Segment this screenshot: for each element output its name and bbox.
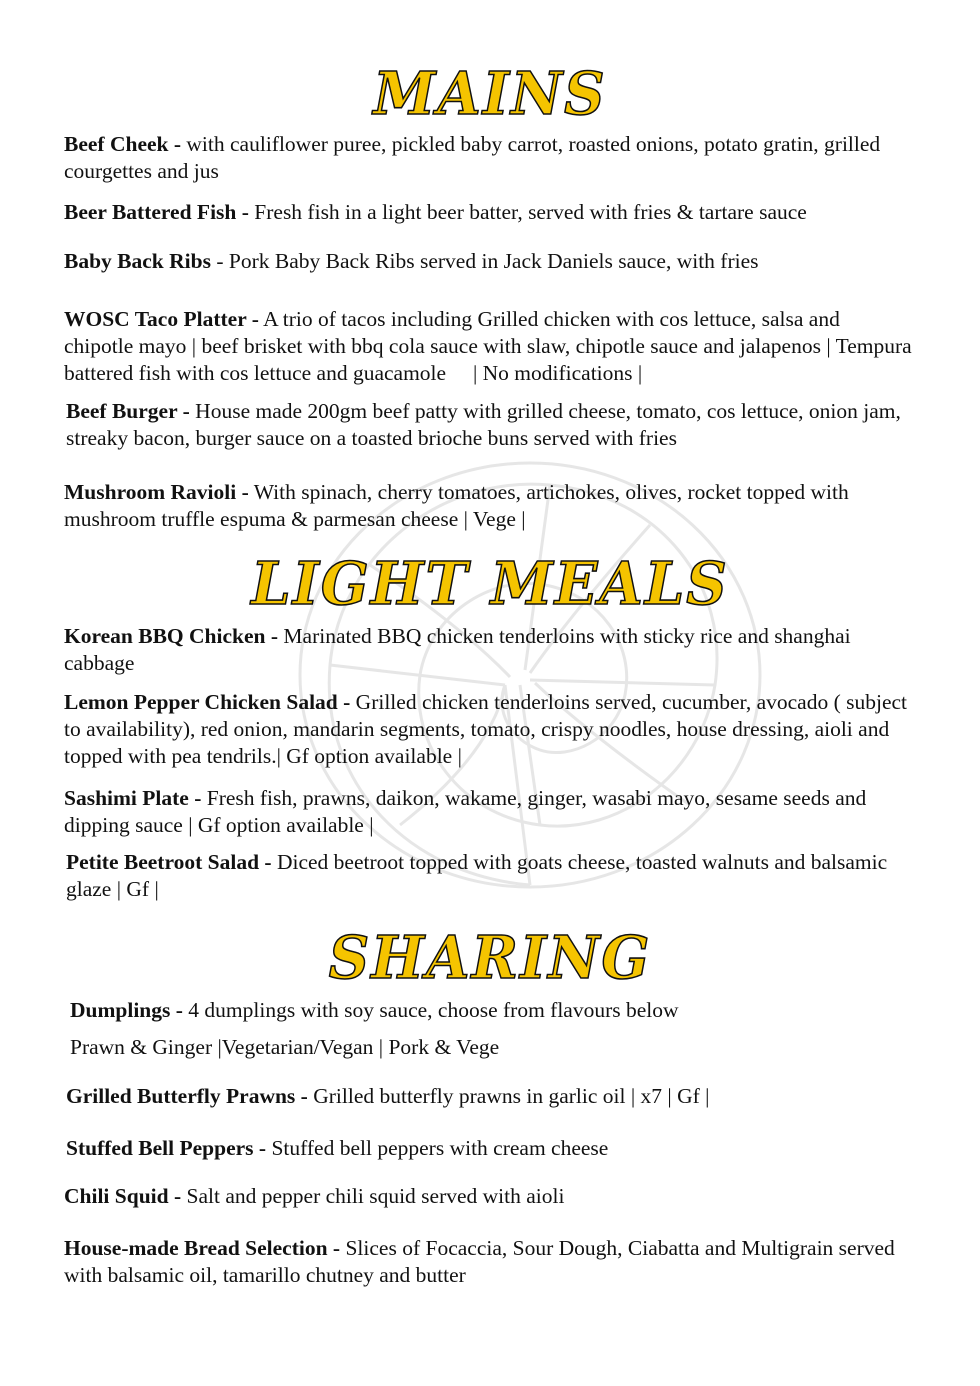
item-description: Diced beetroot topped with goats cheese, toasted walnuts and balsamic glaze | Gf | (66, 850, 888, 901)
menu-item (64, 306, 914, 387)
menu-item (64, 623, 914, 677)
item-description: With spinach, cherry tomatoes, artichokes, olives, rocket topped with mushroom truffle espuma & parmesan cheese | Vege | (64, 480, 849, 531)
section-heading-sharing: SHARING (328, 923, 652, 993)
item-description: House made 200gm beef patty with grilled cheese, tomato, cos lettuce, onion jam, streaky bacon, burger sauce on a toasted brioche buns served with fries (66, 399, 901, 450)
menu-item (70, 997, 920, 1024)
item-name: Baby Back Ribs (64, 249, 211, 273)
item-description: Fresh fish, prawns, daikon, wakame, ginger, wasabi mayo, sesame seeds and dipping sauce | Gf option available | (64, 786, 867, 837)
item-name: Beer Battered Fish - (64, 200, 249, 224)
item-name: Korean BBQ Chicken - (64, 624, 279, 648)
item-name: WOSC Taco Platter - (64, 307, 259, 331)
menu-item (64, 131, 914, 185)
item-name: Stuffed Bell Peppers - (66, 1136, 267, 1160)
menu-item (64, 1235, 914, 1289)
item-description: Grilled butterfly prawns in garlic oil | x7 | Gf | (307, 1084, 710, 1108)
item-name: Mushroom Ravioli - (64, 480, 249, 504)
item-name: House-made Bread Selection - (64, 1236, 341, 1260)
section-heading-mains: MAINS (373, 59, 607, 129)
menu-item (64, 785, 914, 839)
menu-item (64, 199, 914, 226)
item-description: Grilled chicken tenderloins served, cucumber, avocado ( subject to availability), red onion, mandarin segments, tomato, crispy noodles, house dressing, aioli and topped with pea tendrils.| Gf option available | (64, 690, 908, 768)
item-description: with cauliflower puree, pickled baby carrot, roasted onions, potato gratin, grilled courgettes and jus (64, 132, 881, 183)
item-description: Marinated BBQ chicken tenderloins with sticky rice and shanghai cabbage (64, 624, 851, 675)
menu-item (66, 849, 916, 903)
item-description: Stuffed bell peppers with cream cheese (266, 1136, 609, 1160)
menu-item-flavours (70, 1034, 920, 1061)
menu-item (66, 1083, 916, 1110)
item-name: Petite Beetroot Salad - (66, 850, 272, 874)
menu-item (66, 1135, 916, 1162)
item-name: Beef Cheek - (64, 132, 182, 156)
item-name: Chili Squid - (64, 1184, 182, 1208)
section-heading-light-meals: LIGHT MEALS (251, 549, 729, 619)
item-name: Lemon Pepper Chicken Salad - (64, 690, 351, 714)
menu-item (66, 398, 916, 452)
item-description: Slices of Focaccia, Sour Dough, Ciabatta and Multigrain served with balsamic oil, tamarillo chutney and butter (64, 1236, 895, 1287)
menu-item (64, 689, 914, 770)
item-name: Grilled Butterfly Prawns - (66, 1084, 308, 1108)
item-name: Beef Burger - (66, 399, 190, 423)
item-description: Fresh fish in a light beer batter, served with fries & tartare sauce (248, 200, 807, 224)
item-description: A trio of tacos including Grilled chicken with cos lettuce, salsa and chipotle mayo | beef brisket with bbq cola sauce with slaw, chipotle sauce and jalapenos | Tempura battered fish with cos lettuce and guacamole | No modifications | (64, 307, 912, 385)
menu-item (64, 479, 914, 533)
menu-item (64, 248, 914, 275)
item-description: Salt and pepper chili squid served with aioli (181, 1184, 565, 1208)
item-name: Dumplings - (70, 998, 183, 1022)
item-description: Prawn & Ginger |Vegetarian/Vegan | Pork & Vege (70, 1035, 500, 1059)
item-description: - Pork Baby Back Ribs served in Jack Daniels sauce, with fries (210, 249, 759, 273)
item-description: 4 dumplings with soy sauce, choose from flavours below (182, 998, 679, 1022)
item-name: Sashimi Plate - (64, 786, 202, 810)
menu-item (64, 1183, 914, 1210)
